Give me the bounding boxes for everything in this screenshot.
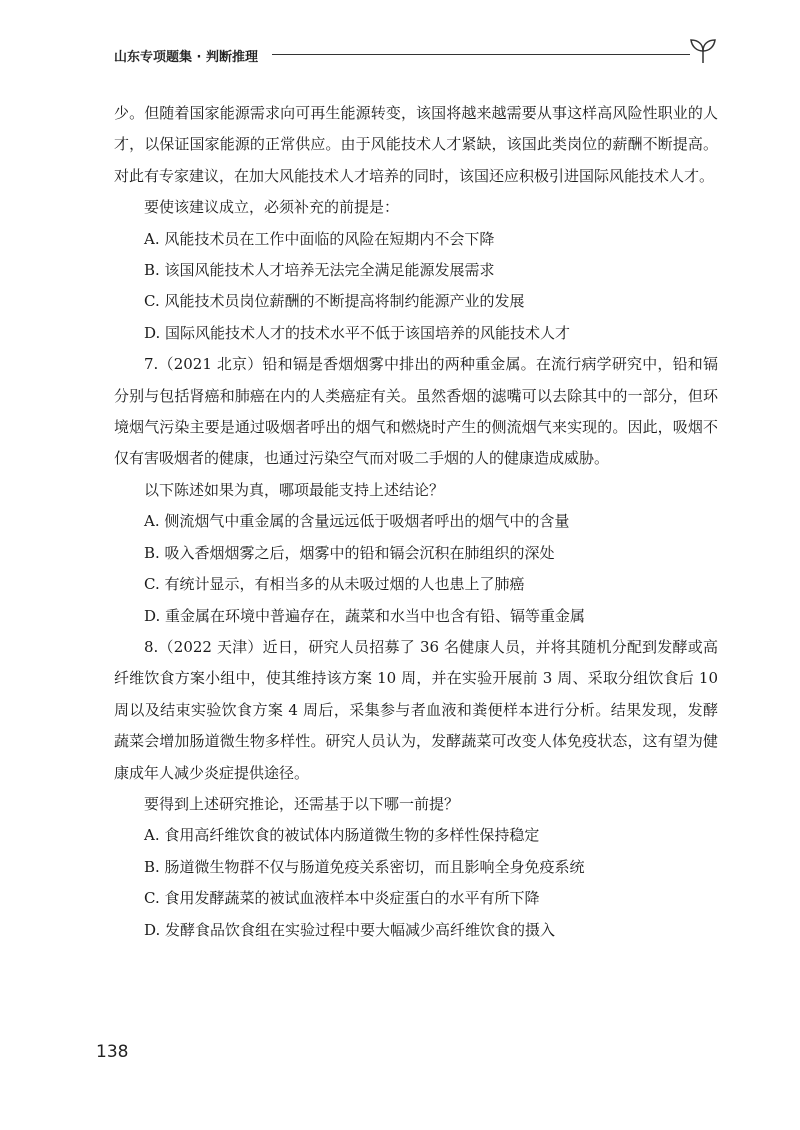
option-d: D. 国际风能技术人才的技术水平不低于该国培养的风能技术人才 <box>144 323 571 342</box>
option-b: B. 肠道微生物群不仅与肠道免疫关系密切，而且影响全身免疫系统 <box>144 857 585 876</box>
question-8-prompt: 要得到上述研究推论，还需基于以下哪一前提？ <box>144 794 460 813</box>
option-b: B. 该国风能技术人才培养无法完全满足能源发展需求 <box>144 261 495 280</box>
question-prompt: 要使该建议成立，必须补充的前提是： <box>144 198 400 217</box>
header-rule <box>272 54 690 55</box>
option-c: C. 风能技术员岗位薪酬的不断提高将制约能源产业的发展 <box>144 292 525 311</box>
running-header <box>114 40 718 72</box>
page-number: 138 <box>96 1042 129 1062</box>
option-c: C. 食用发酵蔬菜的被试血液样本中炎症蛋白的水平有所下降 <box>144 889 540 908</box>
option-d: D. 重金属在环境中普遍存在，蔬菜和水当中也含有铅、镉等重金属 <box>144 606 586 625</box>
question-8-stem: 8.（2022 天津）近日，研究人员招募了 36 名健康人员，并将其随机分配到发酵或高纤维饮食方案小组中，使其维持该方案 10 周，并在实验开展前 3 周、采取分组饮食后 10 周以及结束实验饮食方案 4 周后，采集参与者血液和粪便样本进行分析。结果发现，发酵蔬菜会增加肠道微生物多样性。研究人员认为，发酵蔬菜可改变人体免疫状态，这有望为健康成年人减少炎症提供途径。 <box>114 637 718 782</box>
header-title: 山东专项题集 · 判断推理 <box>114 50 258 65</box>
option-b: B. 吸入香烟烟雾之后，烟雾中的铅和镉会沉积在肺组织的深处 <box>144 543 555 562</box>
option-a: A. 侧流烟气中重金属的含量远远低于吸烟者呼出的烟气中的含量 <box>144 512 570 531</box>
question-7-prompt: 以下陈述如果为真，哪项最能支持上述结论？ <box>144 480 445 499</box>
option-c: C. 有统计显示，有相当多的从未吸过烟的人也患上了肺癌 <box>144 575 525 594</box>
option-a: A. 食用高纤维饮食的被试体内肠道微生物的多样性保持稳定 <box>144 826 540 845</box>
page-content <box>114 98 718 946</box>
option-d: D. 发酵食品饮食组在实验过程中要大幅减少高纤维饮食的摄入 <box>144 920 556 939</box>
sprout-icon <box>688 38 718 64</box>
question-7-stem: 7.（2021 北京）铅和镉是香烟烟雾中排出的两种重金属。在流行病学研究中，铅和镉分别与包括肾癌和肺癌在内的人类癌症有关。虽然香烟的滤嘴可以去除其中的一部分，但环境烟气污染主要是通过吸烟者呼出的烟气和燃烧时产生的侧流烟气来实现的。因此，吸烟不仅有害吸烟者的健康，也通过污染空气而对吸二手烟的人的健康造成威胁。 <box>114 355 718 468</box>
option-a: A. 风能技术员在工作中面临的风险在短期内不会下降 <box>144 229 495 248</box>
continuation-paragraph: 少。但随着国家能源需求向可再生能源转变，该国将越来越需要从事这样高风险性职业的人才，以保证国家能源的正常供应。由于风能技术人才紧缺，该国此类岗位的薪酬不断提高。对此有专家建议，在加大风能技术人才培养的同时，该国还应积极引进国际风能技术人才。 <box>114 104 718 185</box>
